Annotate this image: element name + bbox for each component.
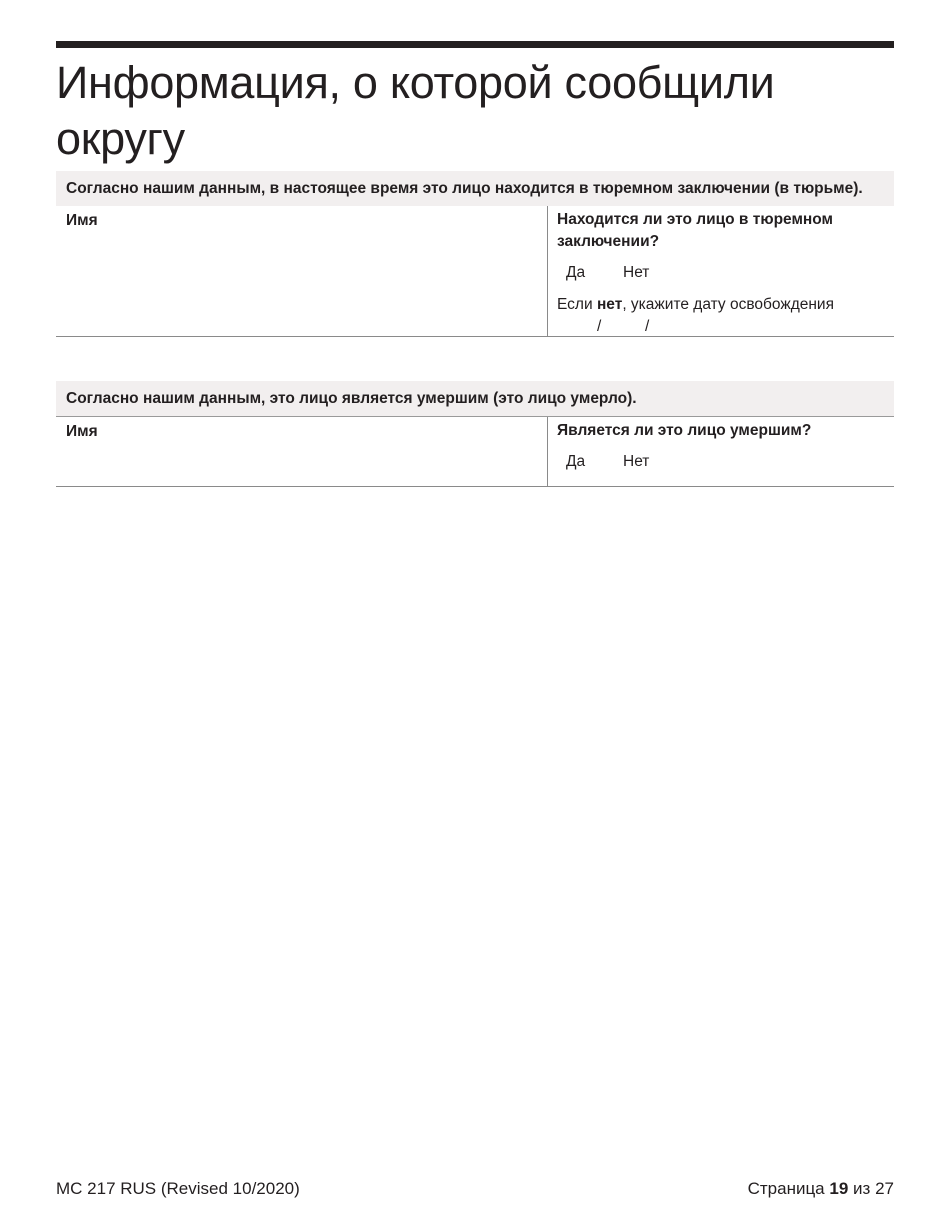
release-bold: нет — [596, 296, 623, 313]
incarcerated-question-cell — [548, 206, 894, 336]
yes-option[interactable]: Да — [566, 453, 586, 470]
deceased-choices — [557, 451, 885, 473]
page-prefix: Страница — [747, 1179, 825, 1198]
yes-option[interactable]: Да — [566, 264, 586, 281]
form-id: MC 217 RUS (Revised 10/2020) — [56, 1179, 300, 1198]
name-label: Имя — [66, 423, 98, 440]
page-of: из — [853, 1179, 871, 1198]
release-prefix: Если — [557, 296, 593, 313]
deceased-question-cell — [548, 417, 894, 486]
name-field[interactable] — [56, 417, 548, 486]
incarcerated-choices — [557, 262, 885, 284]
page-total: 27 — [875, 1179, 894, 1198]
no-option[interactable]: Нет — [623, 453, 650, 470]
release-suffix: , укажите дату освобождения — [622, 296, 834, 313]
incarcerated-question: Находится ли это лицо в тюремном заключении? — [557, 211, 834, 250]
incarcerated-section — [56, 171, 894, 337]
incarcerated-row — [56, 206, 894, 337]
deceased-question: Является ли это лицо умершим? — [557, 422, 812, 439]
page-current: 19 — [829, 1179, 849, 1198]
deceased-row — [56, 417, 894, 487]
date-separator-1: / — [597, 318, 602, 335]
no-option[interactable]: Нет — [623, 264, 650, 281]
incarcerated-heading: Согласно нашим данным, в настоящее время это лицо находится в тюремном заключении (в тюрьме). — [56, 171, 894, 206]
release-date-field[interactable] — [557, 316, 885, 338]
name-field[interactable] — [56, 206, 548, 336]
release-date-label — [557, 294, 885, 316]
page-title: Информация, о которой сообщили округу — [56, 57, 775, 164]
top-rule — [56, 41, 894, 48]
page-number — [748, 1178, 894, 1200]
deceased-heading: Согласно нашим данным, это лицо является умершим (это лицо умерло). — [56, 381, 894, 417]
name-label: Имя — [66, 212, 98, 229]
deceased-section — [56, 381, 894, 487]
date-separator-2: / — [645, 318, 650, 335]
